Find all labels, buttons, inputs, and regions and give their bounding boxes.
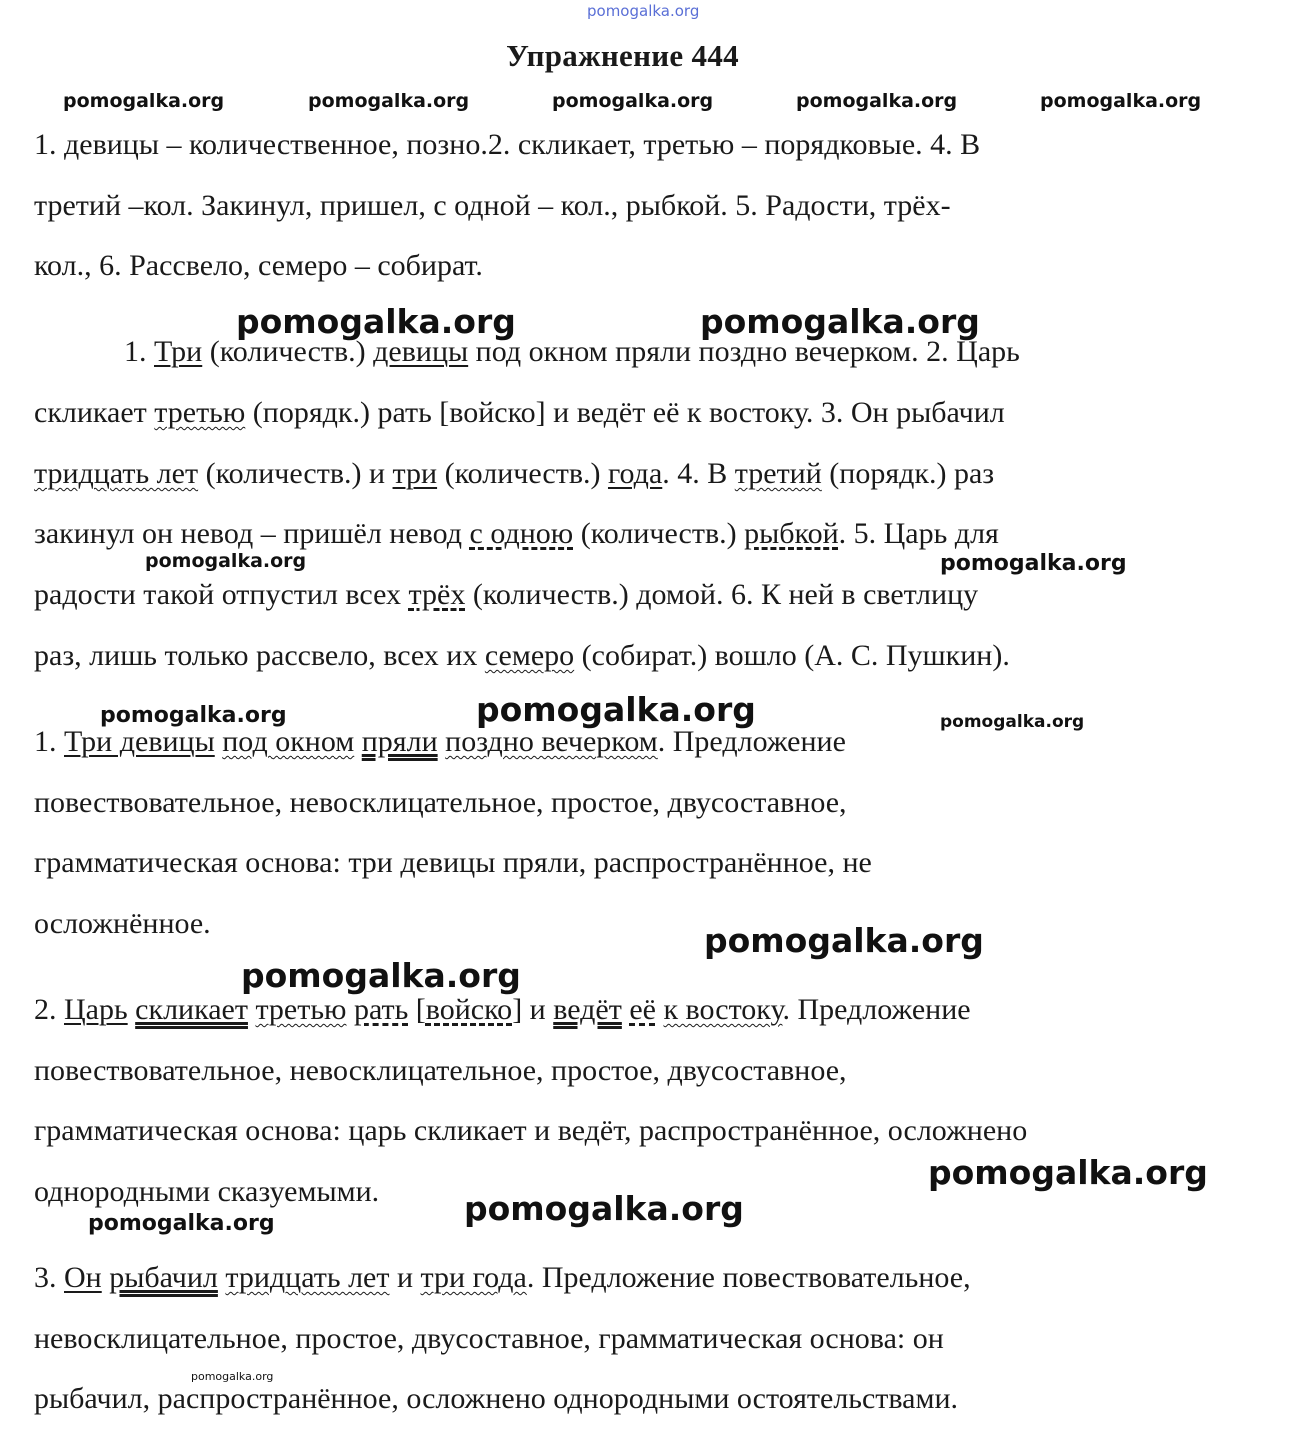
text-fragment: (собират.) вошло (А. С. Пушкин). — [574, 639, 1010, 672]
top-watermark[interactable]: pomogalka.org — [587, 2, 700, 20]
answer-line: кол., 6. Рассвело, семеро – собират. — [34, 249, 483, 282]
numeral: Три — [154, 335, 203, 368]
text-line — [34, 516, 999, 552]
watermark: pomogalka.org — [464, 1189, 744, 1228]
text-fragment: (количеств.) — [573, 517, 745, 550]
text-fragment: ] и — [512, 993, 554, 1026]
subject: Царь — [64, 993, 128, 1026]
text-fragment: . 4. В — [662, 457, 735, 490]
watermark: pomogalka.org — [241, 956, 521, 995]
watermark: pomogalka.org — [940, 551, 1127, 576]
adverbial: к востоку — [663, 993, 783, 1026]
predicate: скликает — [135, 993, 248, 1026]
analysis-line: рыбачил, распространённое, осложнено однородными остоятельствами. — [34, 1382, 959, 1415]
text-fragment: [ — [408, 993, 426, 1026]
text-fragment: радости такой отпустил всех — [34, 578, 409, 611]
predicate: рыбачил — [109, 1261, 218, 1294]
watermark: pomogalka.org — [476, 690, 756, 729]
answer-line: третий –кол. Закинул, пришел, с одной – кол., рыбкой. 5. Радости, трёх- — [34, 189, 951, 222]
watermark: pomogalka.org — [88, 1211, 275, 1236]
numeral: тридцать лет — [34, 457, 199, 490]
analysis-line: грамматическая основа: три девицы пряли, распространённое, не — [34, 846, 872, 879]
object: войско — [425, 993, 513, 1026]
text-fragment: (количеств.) домой. 6. К ней в светлицу — [465, 578, 979, 611]
text-fragment: . Предложение — [657, 725, 846, 758]
analysis-line — [34, 1260, 971, 1296]
text-fragment: раз, лишь только рассвело, всех их — [34, 639, 485, 672]
text-fragment: и — [389, 1261, 421, 1294]
space — [354, 725, 362, 758]
watermark: pomogalka.org — [236, 302, 516, 341]
page-title: Упражнение 444 — [506, 38, 739, 73]
text-fragment: (количеств.) — [437, 457, 608, 490]
numeral: с одною — [469, 517, 574, 550]
analysis-line: повествовательное, невосклицательное, простое, двусоставное, — [34, 1054, 847, 1087]
watermark: pomogalka.org — [928, 1153, 1208, 1192]
numeral: третий — [734, 457, 822, 490]
numeral: третью — [154, 396, 246, 429]
adverbial: три года — [420, 1261, 527, 1294]
analysis-line: однородными сказуемыми. — [34, 1175, 380, 1208]
text-fragment: (количеств.) — [202, 335, 374, 368]
watermark: pomogalka.org — [940, 712, 1085, 732]
text-line — [34, 395, 1005, 431]
watermark: pomogalka.org — [63, 90, 225, 112]
noun: девицы — [373, 335, 469, 368]
text-fragment: закинул он невод – пришёл невод — [34, 517, 470, 550]
text-fragment: 2. — [34, 993, 64, 1026]
analysis-line: осложнённое. — [34, 907, 211, 940]
watermark: pomogalka.org — [1040, 90, 1202, 112]
numeral: три — [392, 457, 438, 490]
text-fragment: . Предложение — [782, 993, 971, 1026]
text-fragment: под окном пряли поздно вечерком. 2. Царь — [468, 335, 1020, 368]
text-fragment: 1. — [34, 725, 64, 758]
analysis-line: невосклицательное, простое, двусоставное, грамматическая основа: он — [34, 1322, 944, 1355]
space — [346, 993, 354, 1026]
watermark: pomogalka.org — [145, 550, 307, 572]
text-fragment: (порядк.) рать [войско] и ведёт её к востоку. 3. Он рыбачил — [245, 396, 1005, 429]
analysis-line — [34, 992, 971, 1028]
text-fragment: 1. — [124, 335, 154, 368]
predicate: пряли — [361, 725, 438, 758]
answer-line: 1. девицы – количественное, позно.2. скликает, третью – порядковые. 4. В — [34, 128, 981, 161]
text-fragment: (количеств.) и — [198, 457, 393, 490]
numeral: семеро — [484, 639, 575, 672]
predicate: ведёт — [553, 993, 622, 1026]
text-line — [124, 334, 1020, 370]
object: её — [629, 993, 656, 1026]
watermark: pomogalka.org — [552, 90, 714, 112]
watermark: pomogalka.org — [100, 703, 287, 728]
analysis-line: грамматическая основа: царь скликает и ведёт, распространённое, осложнено — [34, 1114, 1028, 1147]
adverbial: под окном — [222, 725, 355, 758]
noun: рыбкой — [744, 517, 839, 550]
watermark: pomogalka.org — [191, 1370, 274, 1383]
attribute: третью — [255, 993, 347, 1026]
text-fragment: 3. — [34, 1261, 64, 1294]
analysis-line — [34, 724, 846, 760]
watermark: pomogalka.org — [704, 921, 984, 960]
noun: года — [607, 457, 663, 490]
analysis-line: повествовательное, невосклицательное, простое, двусоставное, — [34, 786, 847, 819]
text-line — [34, 638, 1010, 674]
subject: Три девицы — [64, 725, 215, 758]
watermark: pomogalka.org — [700, 302, 980, 341]
text-line — [34, 456, 994, 492]
watermark: pomogalka.org — [308, 90, 470, 112]
adverbial: поздно вечерком — [445, 725, 658, 758]
text-fragment: (порядк.) раз — [821, 457, 995, 490]
text-fragment: . Предложение повествовательное, — [526, 1261, 971, 1294]
adverbial: тридцать лет — [225, 1261, 390, 1294]
numeral: трёх — [408, 578, 466, 611]
watermark: pomogalka.org — [796, 90, 958, 112]
subject: Он — [64, 1261, 102, 1294]
object: рать — [353, 993, 409, 1026]
text-fragment: . 5. Царь для — [838, 517, 999, 550]
text-fragment: скликает — [34, 396, 155, 429]
text-line — [34, 577, 978, 613]
